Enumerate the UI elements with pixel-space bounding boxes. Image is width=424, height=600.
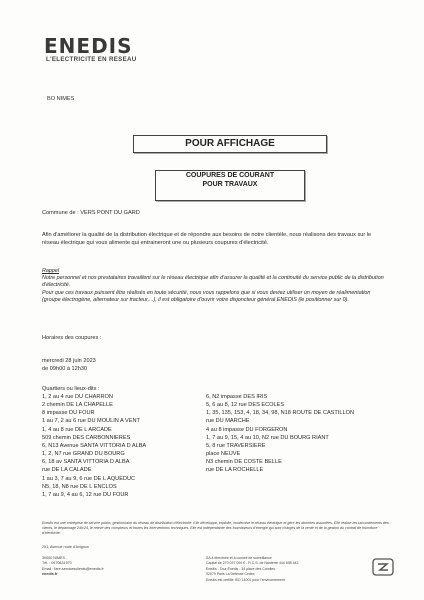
quartiers-list-right xyxy=(206,393,354,475)
list-item: 5, 8 rue TRAVERSIERE xyxy=(206,442,266,449)
corporate-line: Capital de 270 037 000 € - R.C.S. de Nanterre 444 608 442 xyxy=(206,561,299,566)
list-item: 1, 7 au 9, 4 au 6, 12 rue DU FOUR xyxy=(42,491,129,498)
list-item: 1 au 7, 2 au 6 rue DU MOULIN A VENT xyxy=(42,418,140,425)
logo-wordmark: ENEDIS xyxy=(44,34,133,58)
list-item: rue DE LA ROCHELLE xyxy=(206,467,264,474)
legal-notice: Enedis est une entreprise de service public, gestionnaire du réseau de distribution d'électricité. Elle développe, exploite, modernise le réseau électrique et gère les données associées. Elle réalise les raccordements des clients, le dépannage 24h/24, le relevé des compteurs et toutes les interventions techniques. Elle est indépendante des fournisseurs d'énergie qui sont chargés de la vente et de la gestion du contrat de fourniture d'électricité. xyxy=(42,521,389,535)
list-item: 1, 4 au 8 rue DE L ARCADE xyxy=(42,426,112,433)
list-item: 8 impasse DU FOUR xyxy=(42,410,95,417)
list-item: 1, 2, N7 rue GRAND DU BOURG xyxy=(42,451,125,458)
list-item: 5, 6 au 8, 12 rue DES ECOLES xyxy=(206,402,285,409)
list-item: 6, N2 impasse DES IRIS xyxy=(206,394,268,400)
address-block xyxy=(42,545,104,577)
coupure-time: de 09h00 à 12h30 xyxy=(42,365,88,372)
coupures-title-box xyxy=(155,170,305,201)
list-item: place NEUVE xyxy=(206,451,241,458)
list-item: N5, 18, N8 rue DE L ENCLOS xyxy=(42,483,117,490)
list-item: rue DU MARCHE xyxy=(206,418,250,425)
commune-line: Commune de : VERS PONT DU GARD xyxy=(42,210,140,216)
rappel-paragraph-2: Pour que ces travaux puissent être réalisés en toute sécurité, nous vous rappelons que si vous deviez utiliser un moyen de réalimentation (groupe électrogène, alternateur sur tracteur,...), il est obligatoire d'ouvrir votre disjoncteur général ENEDIS (le positionner sur 0). xyxy=(42,289,371,303)
quartiers-list-left xyxy=(42,393,146,499)
list-item: 1, 35, 135, 153, 4, 18, 34, 98, N18 ROUTE DE CASTILLON xyxy=(206,410,354,417)
corporate-line: Enedis est certifié ISO 14001 pour l'environnement xyxy=(206,577,285,582)
address-city: 30000 NIMES xyxy=(42,555,65,560)
horaires-label: Horaires des coupures : xyxy=(42,335,102,341)
intro-paragraph: Afin d'améliorer la qualité de la distribution électrique et de répondre aux besoins de notre clientèle, nous réalisons des travaux sur le réseau électrique qui vous alimente qui entraineront une ou plusieurs coupures d'électricité. xyxy=(42,232,372,246)
logo-tagline: L'ELECTRICITE EN RESEAU xyxy=(46,56,137,63)
list-item: 6, N13 Avenue SANTA VITTORIA D ALBA xyxy=(42,442,147,449)
rappel-title: Rappel xyxy=(42,268,60,274)
corporate-info xyxy=(206,556,298,583)
address-tel: Tél. : 0970831970 xyxy=(42,561,72,566)
list-item: 4 au 8 impasse DU FORGERON xyxy=(206,426,288,433)
coupures-title-line2: POUR TRAVAUX xyxy=(202,181,258,188)
corporate-line: SA à directoire et à conseil de surveillance xyxy=(206,556,272,560)
list-item: 1, 7 au 9, 15, 4 au 10, N2 rue DU BOURG RIANT xyxy=(206,434,329,441)
rappel-paragraph-1: Notre personnel et nos prestataires travaillent sur le réseau électrique afin d'assurer la qualité et la continuité du service public de la distribution d'électricité. xyxy=(42,275,384,289)
coupure-schedule xyxy=(42,358,96,373)
corporate-line: Enedis - Tour Enedis - 34 place des Corolles xyxy=(206,566,276,571)
list-item: N3 chemin DE COSTE BELLE xyxy=(206,459,282,466)
rappel-block xyxy=(42,268,388,304)
pour-affichage-title: POUR AFFICHAGE xyxy=(133,135,327,153)
address-street: 251, Avenue route d'Avignon xyxy=(42,545,89,549)
list-item: 509 chemin DES CARBONNIERES xyxy=(42,434,131,441)
list-item: 2 chemin DE LA CHAPELLE xyxy=(42,402,113,409)
address-mail: Email : fare-servicesclients@enedis.fr xyxy=(42,566,104,571)
service-name: BO NIMES xyxy=(47,96,75,102)
enedis-footer-icon xyxy=(372,558,394,576)
corporate-line: 92079 Paris La Défense Cedex xyxy=(206,572,255,577)
list-item: 6, 18 av SANTA VITTORIA D ALBA xyxy=(42,459,130,466)
address-web: enedis.fr xyxy=(42,572,58,577)
quartiers-label: Quartiers ou lieux-dits : xyxy=(42,386,100,392)
list-item: 1, 2 au 4 rue DU CHARRON xyxy=(42,394,113,400)
list-item: rue DE LA CALADE xyxy=(42,467,92,474)
list-item: 1 au 3, 7 au 9, 6 rue DE L AQUEDUC xyxy=(42,475,136,482)
coupures-title-line1: COUPURES DE COURANT xyxy=(185,172,275,179)
coupure-date: mercredi 28 juin 2023 xyxy=(42,358,96,364)
